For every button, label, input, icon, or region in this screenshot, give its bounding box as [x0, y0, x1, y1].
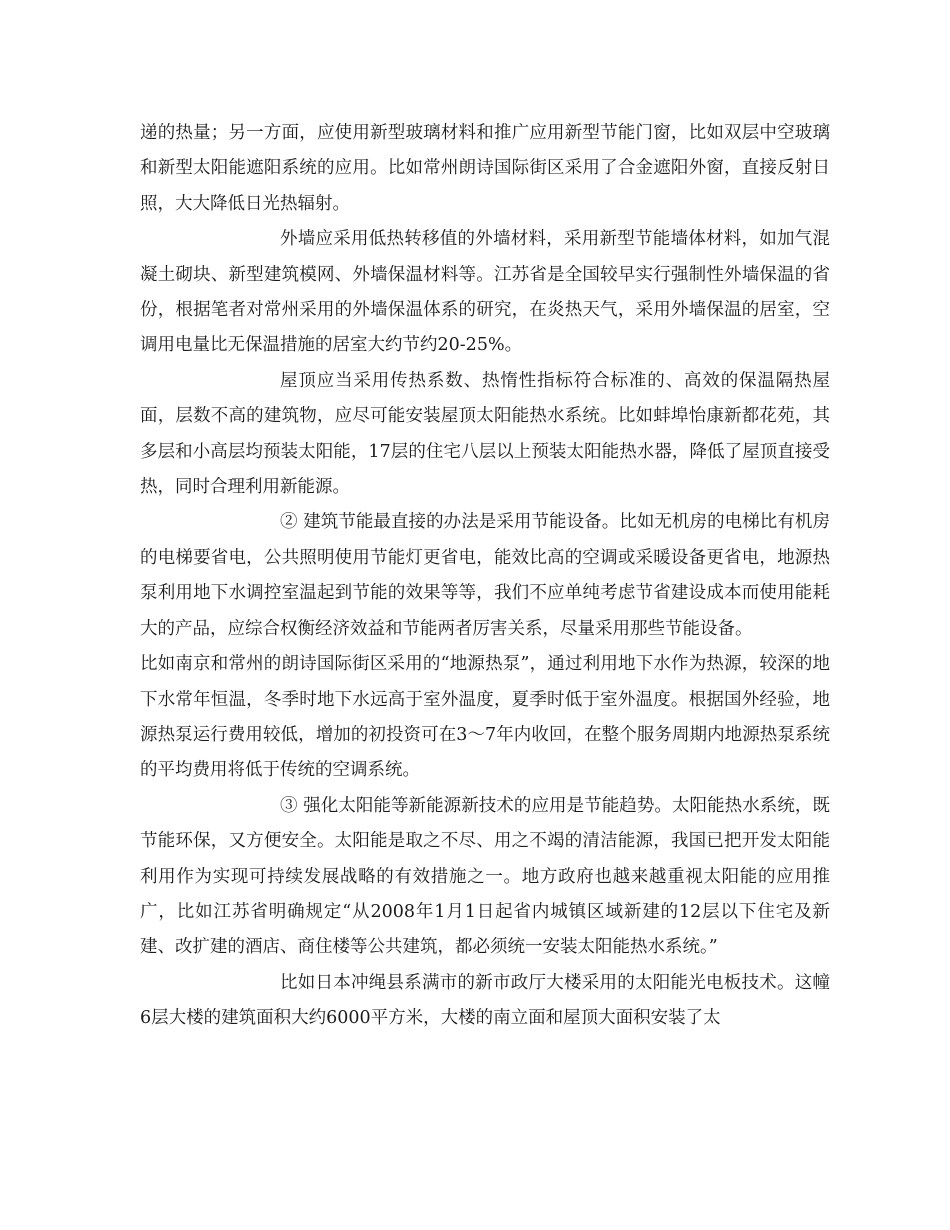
paragraph-solar-panel-example: 比如日本冲绳县系满市的新市政厅大楼采用的太阳能光电板技术。这幢6层大楼的建筑面积大约6000平方米，大楼的南立面和屋顶大面积安装了太	[140, 972, 830, 1029]
paragraph-energy-equipment: ② 建筑节能最直接的办法是采用节能设备。比如无机房的电梯比有机房的电梯要省电，公共照明使用节能灯更省电，能效比高的空调或采暖设备更省电，地源热泵利用地下水调控室温起到节能的效果等等，我们不应单纯考虑节省建设成本而使用能耗大的产品，应综合权衡经济效益和节能两者厉害关系，尽量采用那些节能设备。	[140, 512, 830, 639]
paragraph-window-glass: 递的热量；另一方面，应使用新型玻璃材料和推广应用新型节能门窗，比如双层中空玻璃和新型太阳能遮阳系统的应用。比如常州朗诗国际街区采用了合金遮阳外窗，直接反射日照，大大降低日光热辐射。	[140, 123, 830, 214]
body-text	[140, 116, 830, 1037]
paragraph-ground-source-heat-pump: 比如南京和常州的朗诗国际街区采用的“地源热泵”，通过利用地下水作为热源，较深的地下水常年恒温，冬季时地下水远高于室外温度，夏季时低于室外温度。根据国外经验，地源热泵运行费用较低，增加的初投资可在3～7年内收回，在整个服务周期内地源热泵系统的平均费用将低于传统的空调系统。	[140, 654, 830, 781]
paragraph-solar-energy: ③ 强化太阳能等新能源新技术的应用是节能趋势。太阳能热水系统，既节能环保，又方便安全。太阳能是取之不尽、用之不竭的清洁能源，我国已把开发太阳能利用作为实现可持续发展战略的有效措施之一。地方政府也越来越重视太阳能的应用推广，比如江苏省明确规定“从2008年1月1日起省内城镇区域新建的12层以下住宅及新建、改扩建的酒店、商住楼等公共建筑，都必须统一安装太阳能热水系统。”	[140, 795, 830, 958]
paragraph-exterior-wall: 外墙应采用低热转移值的外墙材料，采用新型节能墙体材料，如加气混凝土砌块、新型建筑模网、外墙保温材料等。江苏省是全国较早实行强制性外墙保温的省份，根据笔者对常州采用的外墙保温体系的研究，在炎热天气，采用外墙保温的居室，空调用电量比无保温措施的居室大约节约20-25%。	[140, 229, 830, 356]
paragraph-roof: 屋顶应当采用传热系数、热惰性指标符合标准的、高效的保温隔热屋面，层数不高的建筑物，应尽可能安装屋顶太阳能热水系统。比如蚌埠怡康新都花苑，其多层和小高层均预装太阳能，17层的住宅八层以上预装太阳能热水器，降低了屋顶直接受热，同时合理利用新能源。	[140, 370, 830, 498]
